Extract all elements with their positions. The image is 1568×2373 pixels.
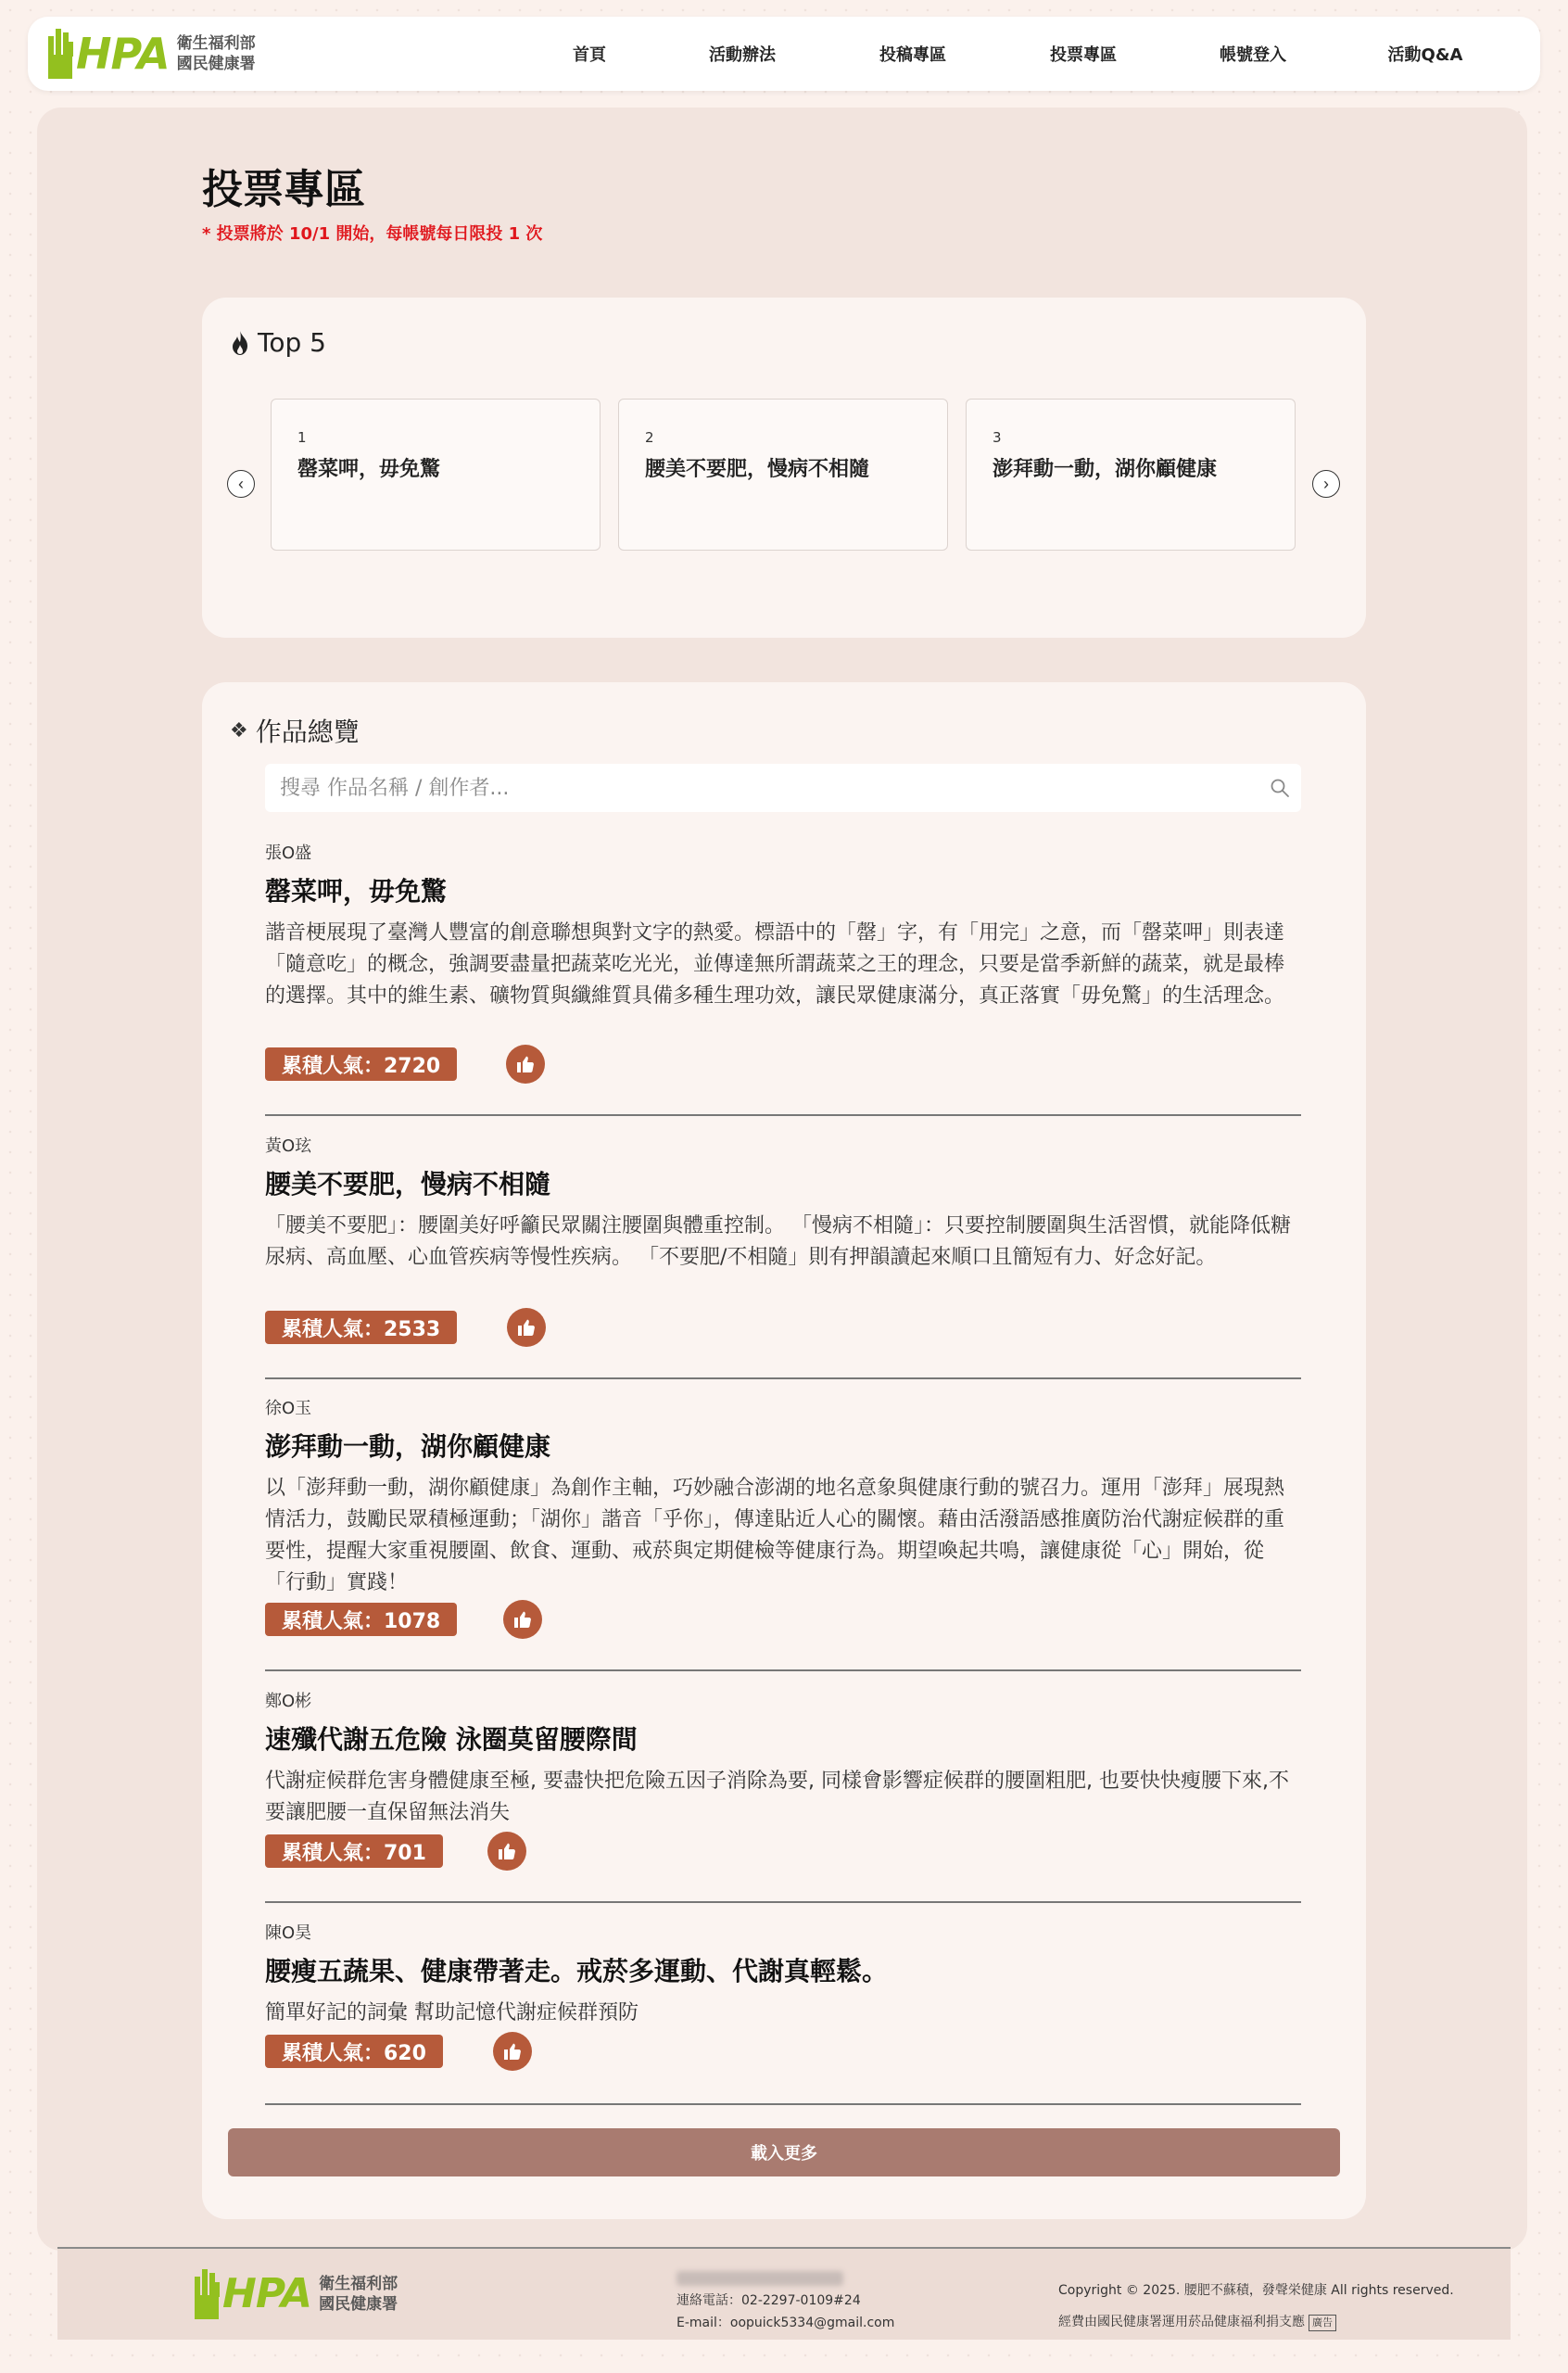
search-box bbox=[265, 764, 1301, 812]
top5-rank: 2 bbox=[645, 429, 654, 446]
logo-wordmark: HPA bbox=[222, 2270, 312, 2317]
gallery-panel bbox=[202, 682, 1366, 2219]
entry-author: 黃O玹 bbox=[265, 1136, 312, 1156]
entry-description: 代謝症候群危害身體健康至極, 要盡快把危險五因子消除為要, 同樣會影響症候群的腰圍粗肥, 也要快快瘦腰下來,不要讓肥腰一直保留無法消失 bbox=[265, 1770, 1289, 1824]
entry-divider bbox=[265, 2103, 1301, 2105]
entry-author: 鄭O彬 bbox=[265, 1692, 312, 1711]
nav-link-vote[interactable]: 投票專區 bbox=[1050, 45, 1117, 65]
copyright-text: Copyright © 2025. 腰肥不蘇積，發聲栄健康 All rights reserved. bbox=[1058, 2283, 1454, 2298]
chevron-left-icon[interactable]: ‹ bbox=[227, 470, 255, 498]
popularity-badge: 累積人氣：2720 bbox=[265, 1047, 457, 1081]
top5-title: 澎拜動一動，湖你顧健康 bbox=[993, 458, 1218, 481]
entry-divider bbox=[265, 1377, 1301, 1379]
org-line-1: 衛生福利部 bbox=[176, 34, 256, 53]
top5-card[interactable] bbox=[966, 399, 1296, 551]
entry-description: 以「澎拜動一動，湖你顧健康」為創作主軸，巧妙融合澎湖的地名意象與健康行動的號召力。運用「澎拜」展現熱情活力，鼓勵民眾積極運動；「湖你」諧音「乎你」，傳達貼近人心的關懷。藉由活潑語感推廣防治代謝症候群的重要性，提醒大家重視腰圍、飲食、運動、戒菸與定期健檢等健康行為。期望喚起共鳴，讓健康從「心」開始，從「行動」實踐！ bbox=[265, 1477, 1285, 1594]
list-item bbox=[265, 1688, 1301, 1865]
thumbs-up-icon bbox=[501, 2040, 524, 2062]
popularity-badge: 累積人氣：1078 bbox=[265, 1603, 457, 1636]
list-item bbox=[265, 1395, 1301, 1633]
search-input[interactable] bbox=[265, 764, 1270, 812]
like-button[interactable] bbox=[507, 1308, 546, 1347]
load-more-button[interactable]: 載入更多 bbox=[228, 2128, 1340, 2176]
entry-author: 徐O玉 bbox=[265, 1399, 312, 1418]
top5-card[interactable] bbox=[271, 399, 601, 551]
entry-title: 澎拜動一動，湖你顧健康 bbox=[265, 1431, 551, 1462]
org-line-1: 衛生福利部 bbox=[319, 2275, 398, 2293]
nav-links bbox=[28, 17, 1540, 91]
logo-org-name bbox=[319, 2274, 398, 2315]
entry-title: 腰瘦五蔬果、健康帶著走。戒菸多運動、代謝真輕鬆。 bbox=[265, 1956, 889, 1986]
top5-heading-label: Top 5 bbox=[258, 327, 326, 358]
funding-note bbox=[1058, 2306, 1454, 2338]
entry-divider bbox=[265, 1901, 1301, 1903]
top5-title: 罄菜呷，毋免驚 bbox=[297, 458, 441, 481]
footer-copyright-block bbox=[1058, 2275, 1454, 2338]
org-line-2: 國民健康署 bbox=[319, 2295, 398, 2314]
top5-rank: 1 bbox=[297, 429, 307, 446]
main-container bbox=[37, 108, 1527, 2251]
entry-title: 腰美不要肥，慢病不相隨 bbox=[265, 1169, 551, 1199]
gallery-heading bbox=[230, 712, 360, 749]
like-button[interactable] bbox=[487, 1832, 526, 1871]
search-icon[interactable] bbox=[1270, 778, 1290, 798]
entry-divider bbox=[265, 1669, 1301, 1671]
flame-icon bbox=[230, 330, 250, 356]
nav-link-login[interactable]: 帳號登入 bbox=[1220, 45, 1286, 65]
ad-tag: 廣告 bbox=[1309, 2315, 1336, 2331]
chevron-right-icon[interactable]: › bbox=[1312, 470, 1340, 498]
popularity-badge: 累積人氣：2533 bbox=[265, 1311, 457, 1344]
entry-title: 速殲代謝五危險 泳圈莫留腰際間 bbox=[265, 1724, 638, 1755]
entry-description: 簡單好記的詞彙 幫助記憶代謝症候群預防 bbox=[265, 2001, 639, 2024]
top5-title: 腰美不要肥，慢病不相隨 bbox=[645, 458, 870, 481]
list-item bbox=[265, 840, 1301, 1078]
entry-author: 張O盛 bbox=[265, 844, 312, 863]
hand-logo-icon bbox=[193, 2267, 221, 2321]
logo-wordmark: HPA bbox=[76, 29, 170, 79]
popularity-badge: 累積人氣：701 bbox=[265, 1834, 443, 1868]
popularity-badge: 累積人氣：620 bbox=[265, 2035, 443, 2068]
entry-description: 諧音梗展現了臺灣人豐富的創意聯想與對文字的熱愛。標語中的「罄」字，有「用完」之意，而「罄菜呷」則表達「隨意吃」的概念，強調要盡量把蔬菜吃光光，並傳達無所謂蔬菜之王的理念，只要是當季新鮮的蔬菜，就是最棒的選擇。其中的維生素、礦物質與纖維質具備多種生理功效，讓民眾健康滿分，真正落實「毋免驚」的生活理念。 bbox=[265, 921, 1285, 1008]
list-item bbox=[265, 1920, 1301, 2065]
contact-email: E-mail：oopuick5334@gmail.com bbox=[677, 2316, 895, 2330]
funding-text: 經費由國民健康署運用菸品健康福利捐支應 bbox=[1058, 2315, 1305, 2329]
entry-description: 「腰美不要肥」：腰圍美好呼籲民眾關注腰圍與體重控制。 「慢病不相隨」：只要控制腰圍與生活習慣，就能降低糖尿病、高血壓、心血管疾病等慢性疾病。 「不要肥/不相隨」則有押韻讀起來順口且簡短有力、好念好記。 bbox=[265, 1214, 1291, 1269]
entry-title: 罄菜呷，毋免驚 bbox=[265, 876, 448, 907]
nav-link-rules[interactable]: 活動辦法 bbox=[709, 45, 776, 65]
contact-phone: 連絡電話：02-2297-0109#24 bbox=[677, 2293, 861, 2308]
like-button[interactable] bbox=[493, 2032, 532, 2071]
vote-notice: * 投票將於 10/1 開始，每帳號每日限投 1 次 bbox=[202, 224, 543, 244]
top5-panel bbox=[202, 298, 1366, 638]
nav-link-qa[interactable]: 活動Q&A bbox=[1387, 45, 1463, 65]
like-button[interactable] bbox=[503, 1600, 542, 1639]
redacted-text bbox=[677, 2271, 843, 2286]
top-navbar bbox=[28, 17, 1540, 91]
footer-contact bbox=[677, 2267, 894, 2334]
nav-link-submit[interactable]: 投稿專區 bbox=[879, 45, 946, 65]
diamond-icon: ❖ bbox=[230, 718, 248, 742]
top5-card[interactable] bbox=[618, 399, 948, 551]
nav-link-home[interactable]: 首頁 bbox=[573, 45, 606, 65]
like-button[interactable] bbox=[506, 1045, 545, 1084]
top5-heading bbox=[230, 327, 326, 358]
top5-rank: 3 bbox=[993, 429, 1002, 446]
footer bbox=[57, 2247, 1511, 2340]
entry-author: 陳O昊 bbox=[265, 1923, 312, 1943]
thumbs-up-icon bbox=[514, 1053, 537, 1075]
footer-logo[interactable] bbox=[193, 2267, 398, 2321]
page-title: 投票專區 bbox=[202, 166, 365, 213]
entry-divider bbox=[265, 1114, 1301, 1116]
thumbs-up-icon bbox=[512, 1608, 534, 1631]
gallery-heading-label: 作品總覽 bbox=[255, 717, 360, 747]
thumbs-up-icon bbox=[496, 1840, 518, 1862]
list-item bbox=[265, 1133, 1301, 1341]
thumbs-up-icon bbox=[515, 1316, 537, 1339]
org-line-2: 國民健康署 bbox=[176, 55, 256, 73]
